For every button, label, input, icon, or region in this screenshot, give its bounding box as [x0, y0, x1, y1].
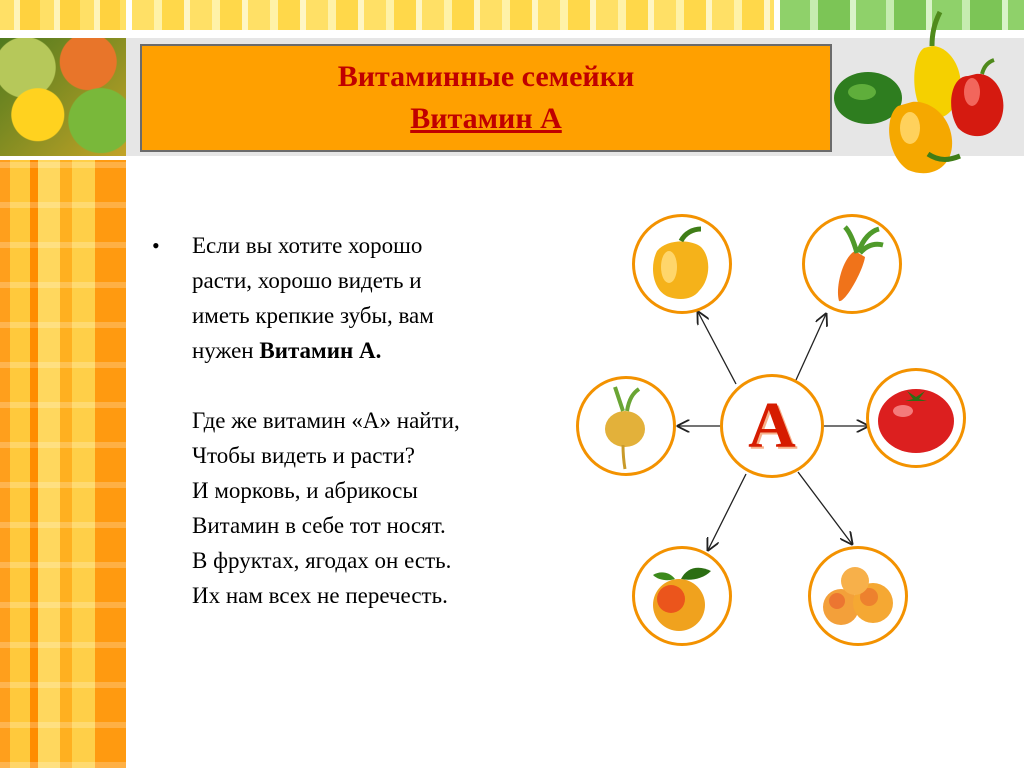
intro-line-3: иметь крепкие зубы, вам	[192, 303, 434, 328]
carrot-node	[802, 214, 902, 314]
poem-line-3: И морковь, и абрикосы	[192, 478, 418, 503]
peach-node	[632, 546, 732, 646]
yellow-pepper-icon	[635, 217, 729, 311]
slide-title: Витаминные семейки	[337, 60, 635, 93]
center-letter: А	[748, 389, 796, 462]
top-yellow-stripe	[132, 0, 774, 30]
poem-line-6: Их нам всех не перечесть.	[192, 583, 448, 608]
poem-line-4: Витамин в себе тот носят.	[192, 513, 446, 538]
fruit-photo	[0, 38, 126, 156]
peach-icon	[635, 549, 729, 643]
top-left-stripe	[0, 0, 126, 30]
tomato-icon	[869, 371, 963, 465]
turnip-node	[576, 376, 676, 476]
slide-subtitle: Витамин А	[410, 102, 562, 135]
poem-line-2: Чтобы видеть и расти?	[192, 443, 416, 468]
carrot-icon	[805, 217, 899, 311]
intro-line-4	[192, 333, 552, 368]
title-box	[140, 44, 832, 152]
tomato-node	[866, 368, 966, 468]
bullet-marker: •	[152, 233, 160, 258]
intro-line-4-prefix: нужен	[192, 338, 260, 363]
intro-line-1: Если вы хотите хорошо	[192, 233, 423, 258]
intro-line-2: расти, хорошо видеть и	[192, 268, 422, 293]
arrow-to-carrot	[796, 314, 826, 380]
vitamin-a-bold: Витамин А.	[259, 338, 382, 363]
arrow-to-apricots	[798, 472, 852, 544]
turnip-icon	[579, 379, 673, 473]
arrow-to-peach	[708, 474, 746, 550]
apricots-icon	[811, 549, 905, 643]
apricots-node	[808, 546, 908, 646]
arrow-to-pepper	[698, 312, 736, 384]
pepper-node	[632, 214, 732, 314]
poem-line-5: В фруктах, ягодах он есть.	[192, 548, 452, 573]
peppers-icon	[832, 6, 1022, 186]
center-node	[720, 374, 824, 478]
vitamin-a-diagram	[560, 200, 1000, 660]
left-plaid-column	[0, 160, 126, 768]
poem-line-1: Где же витамин «А» найти,	[192, 408, 460, 433]
